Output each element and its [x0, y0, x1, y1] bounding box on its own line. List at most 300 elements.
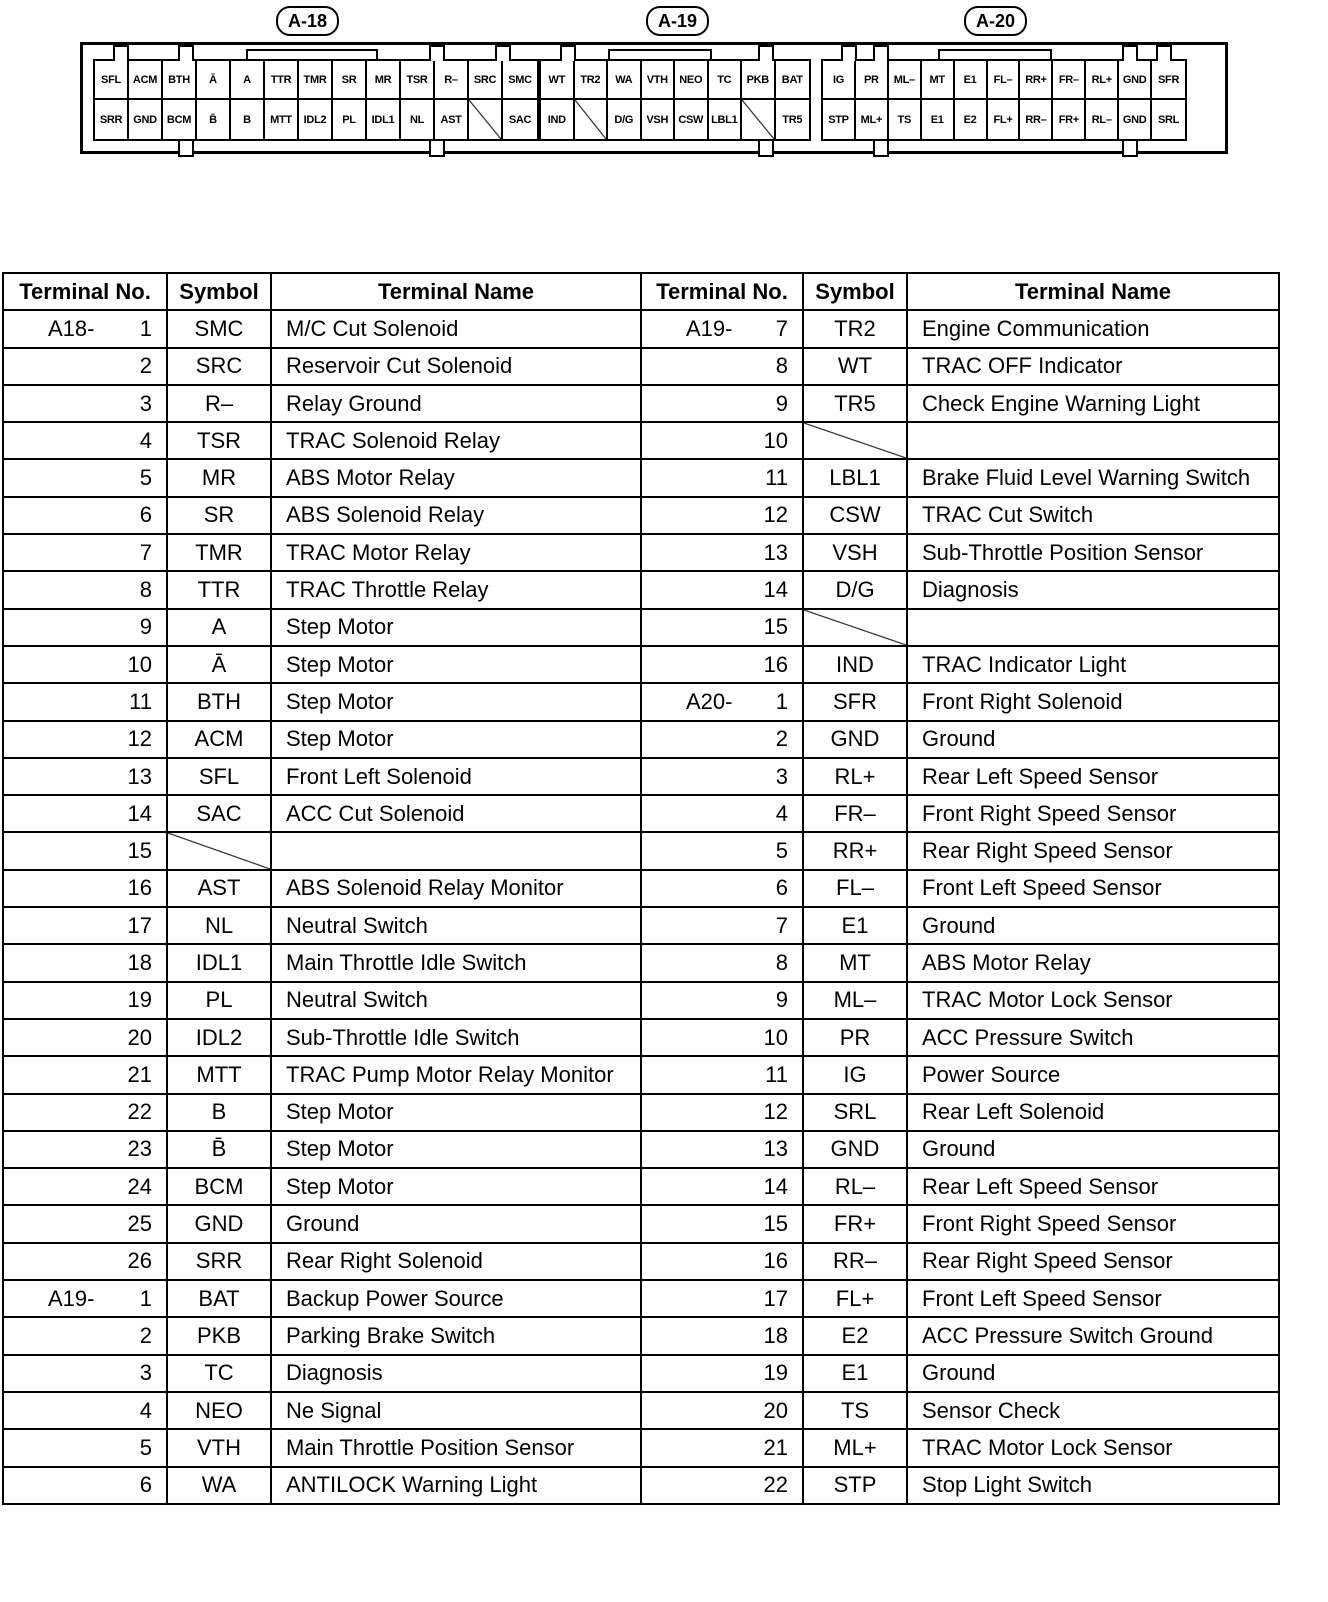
connector-latch-icon [429, 141, 445, 157]
connector-pin: MR [367, 61, 401, 100]
terminal-number: 13 [763, 1136, 788, 1162]
connector-pin: R– [435, 61, 469, 100]
table-row [3, 982, 641, 1019]
connector-pin: BCM [163, 100, 197, 139]
table-row [3, 758, 641, 795]
table-row [3, 1019, 641, 1056]
symbol-cell: A [167, 609, 271, 646]
connector-pin: GND [1119, 61, 1152, 100]
symbol-cell: NL [167, 907, 271, 944]
table-header-row [641, 273, 1279, 310]
symbol-cell [803, 422, 907, 459]
terminal-number: 21 [763, 1434, 788, 1460]
connector-label-a19: A-19 [646, 6, 709, 36]
symbol-cell: WT [803, 348, 907, 385]
connector-pin: WA [608, 61, 642, 100]
terminal-number: 2 [139, 353, 152, 379]
terminal-name-cell: ANTILOCK Warning Light [271, 1467, 641, 1504]
connector-pin-row [541, 100, 809, 139]
terminal-no-cell [3, 832, 167, 869]
connector-pin: FR+ [1053, 100, 1086, 139]
terminal-name-cell: Step Motor [271, 1131, 641, 1168]
connector-pin: IDL1 [367, 100, 401, 139]
terminal-number: 26 [127, 1248, 152, 1274]
terminal-table-left [2, 272, 642, 1505]
connector-prefix: A19- [686, 315, 733, 341]
table-header-row [3, 273, 641, 310]
terminal-no-cell [641, 310, 803, 347]
terminal-number: 9 [775, 987, 788, 1013]
terminal-number: 2 [775, 726, 788, 752]
terminal-number: 6 [139, 502, 152, 528]
connector-pin: GND [1119, 100, 1152, 139]
terminal-number: 12 [763, 1099, 788, 1125]
table-row [641, 609, 1279, 646]
terminal-number: 24 [127, 1173, 152, 1199]
terminal-name-cell: Step Motor [271, 1168, 641, 1205]
table-row [641, 1131, 1279, 1168]
terminal-number: 20 [127, 1024, 152, 1050]
terminal-name-cell: Parking Brake Switch [271, 1317, 641, 1354]
symbol-cell: FR+ [803, 1205, 907, 1242]
header-terminal-no: Terminal No. [3, 273, 167, 310]
terminal-number: 11 [129, 688, 152, 714]
connector-latch-icon [560, 45, 576, 61]
symbol-cell: E1 [803, 907, 907, 944]
terminal-name-cell: Sub-Throttle Position Sensor [907, 534, 1279, 571]
symbol-cell: SRL [803, 1094, 907, 1131]
connector-pin: TR2 [575, 61, 609, 100]
connector-pin: GND [129, 100, 163, 139]
symbol-cell: CSW [803, 497, 907, 534]
symbol-cell: GND [803, 1131, 907, 1168]
terminal-name-cell: Main Throttle Position Sensor [271, 1429, 641, 1466]
connector-pin: CSW [675, 100, 709, 139]
connector-pin: BAT [776, 61, 810, 100]
symbol-cell: GND [167, 1205, 271, 1242]
terminal-name-cell [271, 832, 641, 869]
terminal-number: 7 [139, 539, 152, 565]
terminal-no-cell [641, 1131, 803, 1168]
symbol-cell: TMR [167, 534, 271, 571]
terminal-no-cell [641, 422, 803, 459]
terminal-number: 10 [127, 651, 152, 677]
symbol-cell: BCM [167, 1168, 271, 1205]
connector-latch-icon [873, 45, 889, 61]
connector-pin: AST [435, 100, 469, 139]
terminal-number: 5 [775, 838, 788, 864]
terminal-number: 17 [127, 912, 152, 938]
symbol-cell: Ā [167, 646, 271, 683]
connector-latch-icon [178, 141, 194, 157]
table-row [3, 1280, 641, 1317]
table-row [3, 1429, 641, 1466]
terminal-no-cell [641, 1280, 803, 1317]
symbol-cell: MTT [167, 1056, 271, 1093]
table-row [641, 1094, 1279, 1131]
terminal-no-cell [641, 1355, 803, 1392]
symbol-cell: SRC [167, 348, 271, 385]
table-row [3, 422, 641, 459]
terminal-name-cell: Front Left Speed Sensor [907, 870, 1279, 907]
terminal-number: 18 [127, 949, 152, 975]
connector-latch-icon [429, 45, 445, 61]
terminal-number: 4 [139, 427, 152, 453]
connector-pin: VSH [642, 100, 676, 139]
terminal-number: 10 [763, 1024, 788, 1050]
terminal-no-cell [3, 1280, 167, 1317]
terminal-name-cell: Ground [907, 1131, 1279, 1168]
table-row [641, 422, 1279, 459]
terminal-no-cell [3, 907, 167, 944]
terminal-no-cell [3, 459, 167, 496]
table-row [641, 1056, 1279, 1093]
terminal-no-cell [641, 571, 803, 608]
symbol-cell: SRR [167, 1243, 271, 1280]
symbol-cell: BTH [167, 683, 271, 720]
terminal-number: 16 [127, 875, 152, 901]
terminal-name-cell: TRAC Motor Lock Sensor [907, 982, 1279, 1019]
connector-pin-empty [575, 100, 609, 139]
symbol-cell: RR– [803, 1243, 907, 1280]
terminal-name-cell: Relay Ground [271, 385, 641, 422]
terminal-no-cell [3, 1168, 167, 1205]
terminal-no-cell [641, 1094, 803, 1131]
terminal-no-cell [641, 1467, 803, 1504]
symbol-cell: IG [803, 1056, 907, 1093]
terminal-no-cell [641, 497, 803, 534]
table-row [3, 1355, 641, 1392]
connector-pin: TS [889, 100, 922, 139]
connector-pin: SR [333, 61, 367, 100]
connector-pin: RL+ [1086, 61, 1119, 100]
table-row [3, 907, 641, 944]
connector-latch-icon [758, 141, 774, 157]
symbol-cell: PL [167, 982, 271, 1019]
connector-pin: IG [823, 61, 856, 100]
terminal-no-cell [641, 1317, 803, 1354]
connector-latch-icon [873, 141, 889, 157]
symbol-cell: IDL1 [167, 944, 271, 981]
terminal-number: 14 [127, 800, 152, 826]
terminal-no-cell [641, 870, 803, 907]
symbol-cell: VSH [803, 534, 907, 571]
connector-pin: WT [541, 61, 575, 100]
connector-latch-icon [178, 45, 194, 61]
terminal-no-cell [641, 1243, 803, 1280]
terminal-no-cell [3, 758, 167, 795]
terminal-name-cell: Step Motor [271, 683, 641, 720]
terminal-no-cell [641, 1429, 803, 1466]
table-row [641, 1317, 1279, 1354]
terminal-name-cell: Ground [907, 721, 1279, 758]
header-terminal-no: Terminal No. [641, 273, 803, 310]
symbol-cell: TTR [167, 571, 271, 608]
connector-pin: SAC [508, 113, 532, 126]
connector-pin: E1 [922, 100, 955, 139]
terminal-no-cell [641, 1019, 803, 1056]
table-row [641, 982, 1279, 1019]
terminal-no-cell [641, 385, 803, 422]
terminal-no-cell [641, 907, 803, 944]
terminal-name-cell: TRAC Indicator Light [907, 646, 1279, 683]
table-row [641, 1467, 1279, 1504]
terminal-name-cell: Brake Fluid Level Warning Switch [907, 459, 1279, 496]
table-row [3, 571, 641, 608]
header-symbol: Symbol [167, 273, 271, 310]
terminal-number: 15 [763, 614, 788, 640]
terminal-number: 8 [775, 353, 788, 379]
terminal-name-cell: Front Right Solenoid [907, 683, 1279, 720]
terminal-name-cell: ABS Motor Relay [271, 459, 641, 496]
terminal-no-cell [3, 870, 167, 907]
table-row [641, 459, 1279, 496]
connector-pin: E1 [955, 61, 988, 100]
symbol-cell: E2 [803, 1317, 907, 1354]
terminal-name-cell: Front Left Solenoid [271, 758, 641, 795]
symbol-cell: WA [167, 1467, 271, 1504]
table-row [3, 1131, 641, 1168]
connector-pin: D/G [608, 100, 642, 139]
terminal-number: 20 [763, 1397, 788, 1423]
terminal-number: 1 [139, 315, 152, 341]
table-row [641, 870, 1279, 907]
connector-pin: PKB [742, 61, 776, 100]
connector-pin: FL– [988, 61, 1021, 100]
table-row [641, 1243, 1279, 1280]
connector-pin: IND [541, 100, 575, 139]
terminal-number: 2 [139, 1322, 152, 1348]
terminal-name-cell: TRAC Throttle Relay [271, 571, 641, 608]
terminal-no-cell [3, 1131, 167, 1168]
table-row [641, 1355, 1279, 1392]
connector-pin-row [541, 61, 809, 100]
terminal-no-cell [3, 1094, 167, 1131]
connector-key-bar [246, 49, 378, 61]
terminal-number: 22 [763, 1472, 788, 1498]
symbol-cell: RL+ [803, 758, 907, 795]
symbol-cell: BAT [167, 1280, 271, 1317]
terminal-no-cell [3, 534, 167, 571]
connector-pin: STP [823, 100, 856, 139]
table-row [3, 1168, 641, 1205]
connector-pin: SRL [1157, 113, 1180, 126]
symbol-cell: ML+ [803, 1429, 907, 1466]
connector-pin: TTR [265, 61, 299, 100]
terminal-name-cell: Neutral Switch [271, 982, 641, 1019]
terminal-no-cell [3, 1467, 167, 1504]
connector-latch-icon [113, 45, 129, 61]
connector-pin: TSR [401, 61, 435, 100]
table-row [3, 310, 641, 347]
terminal-number: 5 [139, 1434, 152, 1460]
terminal-number: 14 [763, 577, 788, 603]
table-row [641, 832, 1279, 869]
symbol-cell: AST [167, 870, 271, 907]
connector-pin: TC [709, 61, 743, 100]
terminal-name-cell: Reservoir Cut Solenoid [271, 348, 641, 385]
symbol-cell: PR [803, 1019, 907, 1056]
table-row [3, 1094, 641, 1131]
symbol-cell: STP [803, 1467, 907, 1504]
connector-pin: BTH [163, 61, 197, 100]
table-row [641, 348, 1279, 385]
terminal-no-cell [3, 571, 167, 608]
connector-pin: PR [856, 61, 889, 100]
symbol-cell: RL– [803, 1168, 907, 1205]
symbol-cell: MR [167, 459, 271, 496]
terminal-number: 6 [139, 1472, 152, 1498]
connector-a19-pins [539, 59, 811, 141]
terminal-number: 13 [763, 539, 788, 565]
terminal-number: 23 [127, 1136, 152, 1162]
terminal-no-cell [641, 646, 803, 683]
table-row [3, 1056, 641, 1093]
symbol-cell: SR [167, 497, 271, 534]
terminal-name-cell: Stop Light Switch [907, 1467, 1279, 1504]
terminal-name-cell: Sub-Throttle Idle Switch [271, 1019, 641, 1056]
connector-pin: NEO [675, 61, 709, 100]
symbol-cell: FL– [803, 870, 907, 907]
terminal-name-cell: Step Motor [271, 646, 641, 683]
terminal-no-cell [641, 459, 803, 496]
header-terminal-name: Terminal Name [271, 273, 641, 310]
symbol-cell: SFL [167, 758, 271, 795]
connector-pin: TMR [299, 61, 333, 100]
terminal-name-cell: Step Motor [271, 1094, 641, 1131]
connector-pin: RR+ [1020, 61, 1053, 100]
table-row [3, 1317, 641, 1354]
symbol-cell: SMC [167, 310, 271, 347]
terminal-number: 21 [127, 1061, 152, 1087]
symbol-cell: TC [167, 1355, 271, 1392]
terminal-number: 3 [775, 763, 788, 789]
terminal-name-cell: Step Motor [271, 609, 641, 646]
connector-pin: RR– [1020, 100, 1053, 139]
terminal-number: 8 [139, 577, 152, 603]
terminal-number: 14 [763, 1173, 788, 1199]
terminal-no-cell [641, 609, 803, 646]
terminal-no-cell [641, 1392, 803, 1429]
terminal-no-cell [641, 944, 803, 981]
terminal-no-cell [641, 832, 803, 869]
terminal-no-cell [3, 310, 167, 347]
symbol-cell: IND [803, 646, 907, 683]
terminal-name-cell: Ground [907, 1355, 1279, 1392]
terminal-no-cell [3, 982, 167, 1019]
symbol-cell: VTH [167, 1429, 271, 1466]
terminal-no-cell [641, 982, 803, 1019]
terminal-name-cell: Main Throttle Idle Switch [271, 944, 641, 981]
table-row [3, 721, 641, 758]
symbol-cell: LBL1 [803, 459, 907, 496]
terminal-name-cell [907, 422, 1279, 459]
symbol-cell: FR– [803, 795, 907, 832]
terminal-number: 12 [763, 502, 788, 528]
symbol-cell: D/G [803, 571, 907, 608]
connector-key-bar [608, 49, 712, 61]
connector-pin: MTT [265, 100, 299, 139]
connector-label-a18: A-18 [276, 6, 339, 36]
symbol-cell: RR+ [803, 832, 907, 869]
terminal-no-cell [3, 683, 167, 720]
terminal-name-cell: Power Source [907, 1056, 1279, 1093]
connector-pin: SMC [503, 61, 537, 100]
terminal-number: 16 [763, 651, 788, 677]
table-row [641, 646, 1279, 683]
terminal-name-cell: ABS Motor Relay [907, 944, 1279, 981]
connector-pin: FR– [1053, 61, 1086, 100]
terminal-no-cell [3, 1205, 167, 1242]
connector-pin: IDL2 [299, 100, 333, 139]
terminal-number: 1 [139, 1285, 152, 1311]
terminal-name-cell: Rear Right Speed Sensor [907, 832, 1279, 869]
symbol-cell: IDL2 [167, 1019, 271, 1056]
symbol-cell: FL+ [803, 1280, 907, 1317]
terminal-number: 19 [763, 1360, 788, 1386]
table-row [641, 1429, 1279, 1466]
terminal-number: 9 [139, 614, 152, 640]
table-row [3, 497, 641, 534]
terminal-name-cell: Front Right Speed Sensor [907, 1205, 1279, 1242]
connector-pin: VTH [642, 61, 676, 100]
terminal-number: 4 [139, 1397, 152, 1423]
connector-latch-icon [1122, 141, 1138, 157]
terminal-name-cell [907, 609, 1279, 646]
terminal-name-cell: Backup Power Source [271, 1280, 641, 1317]
connector-pin: RL– [1086, 100, 1119, 139]
symbol-cell: ACM [167, 721, 271, 758]
symbol-cell: TR5 [803, 385, 907, 422]
connector-pin: SFL [95, 61, 129, 100]
symbol-cell: TS [803, 1392, 907, 1429]
terminal-number: 9 [775, 390, 788, 416]
connector-pin: SRR [95, 100, 129, 139]
terminal-no-cell [641, 1205, 803, 1242]
table-row [641, 310, 1279, 347]
terminal-name-cell: M/C Cut Solenoid [271, 310, 641, 347]
connector-latch-icon [1156, 45, 1172, 61]
terminal-no-cell [3, 944, 167, 981]
terminal-name-cell: TRAC Solenoid Relay [271, 422, 641, 459]
table-row [3, 1205, 641, 1242]
terminal-name-cell: Front Left Speed Sensor [907, 1280, 1279, 1317]
connector-pin: NL [401, 100, 435, 139]
terminal-name-cell: Rear Right Solenoid [271, 1243, 641, 1280]
terminal-number: 17 [763, 1285, 788, 1311]
table-row [3, 1467, 641, 1504]
terminal-no-cell [641, 1168, 803, 1205]
connector-pin-row [823, 100, 1185, 139]
terminal-number: 15 [127, 838, 152, 864]
symbol-cell: GND [803, 721, 907, 758]
table-row [3, 1243, 641, 1280]
connector-latch-icon [1122, 45, 1138, 61]
connector-prefix: A19- [48, 1285, 95, 1311]
terminal-name-cell: TRAC Motor Relay [271, 534, 641, 571]
table-row [3, 609, 641, 646]
connector-prefix: A18- [48, 315, 95, 341]
terminal-name-cell: Neutral Switch [271, 907, 641, 944]
terminal-name-cell: Diagnosis [271, 1355, 641, 1392]
terminal-number: 12 [127, 726, 152, 752]
symbol-cell: PKB [167, 1317, 271, 1354]
terminal-no-cell [641, 348, 803, 385]
symbol-cell: B̄ [167, 1131, 271, 1168]
connector-key-bar [938, 49, 1052, 61]
connector-pin: ML+ [856, 100, 889, 139]
symbol-cell: SFR [803, 683, 907, 720]
